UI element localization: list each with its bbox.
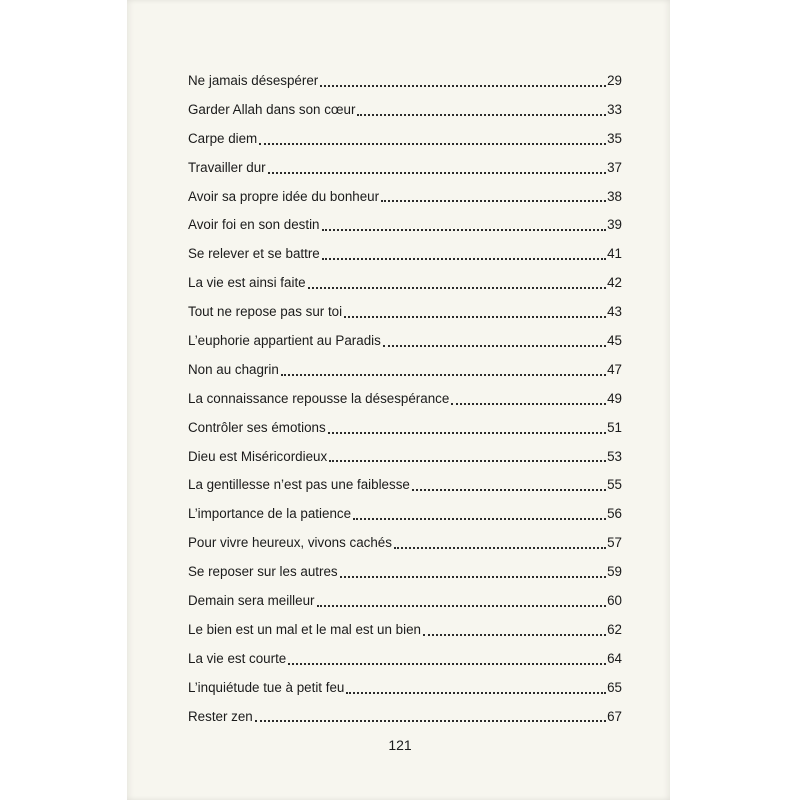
toc-entry-page: 55 (607, 477, 622, 493)
toc-leader-dots (340, 575, 606, 578)
toc-leader-dots (451, 402, 606, 405)
toc-leader-dots (259, 142, 606, 145)
toc-entry-title: Avoir foi en son destin (188, 217, 320, 233)
toc-entry (188, 268, 622, 297)
toc-entry-page: 43 (607, 304, 622, 320)
toc-entry (188, 499, 622, 528)
toc-entry (188, 615, 622, 644)
toc-entry-title: Rester zen (188, 708, 253, 724)
toc-entry (188, 442, 622, 471)
toc-entry-title: Se reposer sur les autres (188, 564, 338, 580)
toc-leader-dots (353, 517, 606, 520)
toc-entry-page: 56 (607, 506, 622, 522)
toc-leader-dots (322, 257, 606, 260)
toc-entry (188, 355, 622, 384)
toc-leader-dots (412, 488, 606, 491)
toc-entry-title: Non au chagrin (188, 361, 279, 377)
toc-leader-dots (320, 84, 606, 87)
toc-entry-page: 53 (607, 448, 622, 464)
toc-entry (188, 210, 622, 239)
toc-leader-dots (288, 662, 606, 665)
toc-leader-dots (268, 171, 606, 174)
toc-entry-title: Ne jamais désespérer (188, 72, 319, 88)
toc-entry-title: Demain sera meilleur (188, 592, 315, 608)
toc-entry (188, 326, 622, 355)
toc-entry-page: 64 (607, 650, 622, 666)
toc-entry (188, 702, 622, 731)
toc-entry-title: Le bien est un mal et le mal est un bien (188, 621, 421, 637)
toc-entry-page: 65 (607, 679, 622, 695)
toc-entry-page: 29 (607, 72, 622, 88)
toc-entry-title: La gentillesse n’est pas une faiblesse (188, 477, 410, 493)
toc-entry-title: Se relever et se battre (188, 246, 320, 262)
toc-leader-dots (344, 315, 606, 318)
toc-entry-page: 47 (607, 361, 622, 377)
toc-entry-title: Pour vivre heureux, vivons cachés (188, 535, 392, 551)
toc-entry-page: 42 (607, 275, 622, 291)
toc-entry-page: 39 (607, 217, 622, 233)
toc-entry-title: Dieu est Miséricordieux (188, 448, 328, 464)
toc-leader-dots (346, 691, 606, 694)
toc-entry-page: 33 (607, 101, 622, 117)
toc-leader-dots (322, 228, 607, 231)
toc-leader-dots (357, 113, 606, 116)
toc-entry-page: 49 (607, 390, 622, 406)
toc-entry-title: Travailler dur (188, 159, 266, 175)
toc-entry (188, 153, 622, 182)
toc-entry-page: 67 (607, 708, 622, 724)
toc-entry-title: La vie est courte (188, 650, 287, 666)
toc-leader-dots (383, 344, 606, 347)
toc-entry-page: 38 (607, 188, 622, 204)
toc-entry-title: Contrôler ses émotions (188, 419, 326, 435)
toc-entry-title: L’importance de la patience (188, 506, 352, 522)
toc-leader-dots (255, 719, 606, 722)
toc-leader-dots (328, 431, 606, 434)
toc-entry (188, 384, 622, 413)
toc-entry-title: Carpe diem (188, 130, 258, 146)
toc-leader-dots (394, 546, 606, 549)
table-of-contents (188, 66, 622, 730)
toc-entry (188, 673, 622, 702)
toc-leader-dots (317, 604, 607, 607)
toc-entry-page: 45 (607, 332, 622, 348)
toc-entry-page: 37 (607, 159, 622, 175)
toc-entry (188, 95, 622, 124)
toc-entry (188, 182, 622, 211)
toc-entry-page: 59 (607, 564, 622, 580)
toc-entry-page: 35 (607, 130, 622, 146)
toc-entry-page: 51 (607, 419, 622, 435)
toc-entry-page: 41 (607, 246, 622, 262)
toc-entry-title: L’euphorie appartient au Paradis (188, 332, 381, 348)
toc-leader-dots (329, 459, 606, 462)
toc-entry-page: 62 (607, 621, 622, 637)
toc-leader-dots (381, 199, 606, 202)
toc-entry-title: La vie est ainsi faite (188, 275, 306, 291)
toc-leader-dots (308, 286, 606, 289)
toc-leader-dots (423, 633, 606, 636)
toc-entry-title: Tout ne repose pas sur toi (188, 304, 343, 320)
toc-entry (188, 644, 622, 673)
toc-entry (188, 586, 622, 615)
toc-entry-page: 57 (607, 535, 622, 551)
page-number: 121 (388, 737, 412, 753)
toc-entry (188, 124, 622, 153)
toc-entry-title: La connaissance repousse la désespérance (188, 390, 450, 406)
toc-entry-title: Garder Allah dans son cœur (188, 101, 356, 117)
toc-entry (188, 470, 622, 499)
toc-entry-page: 60 (607, 592, 622, 608)
toc-entry (188, 413, 622, 442)
toc-entry-title: Avoir sa propre idée du bonheur (188, 188, 380, 204)
toc-entry (188, 66, 622, 95)
toc-leader-dots (281, 373, 606, 376)
toc-entry (188, 297, 622, 326)
toc-entry-title: L’inquiétude tue à petit feu (188, 679, 345, 695)
toc-entry (188, 528, 622, 557)
toc-entry (188, 557, 622, 586)
toc-entry (188, 239, 622, 268)
